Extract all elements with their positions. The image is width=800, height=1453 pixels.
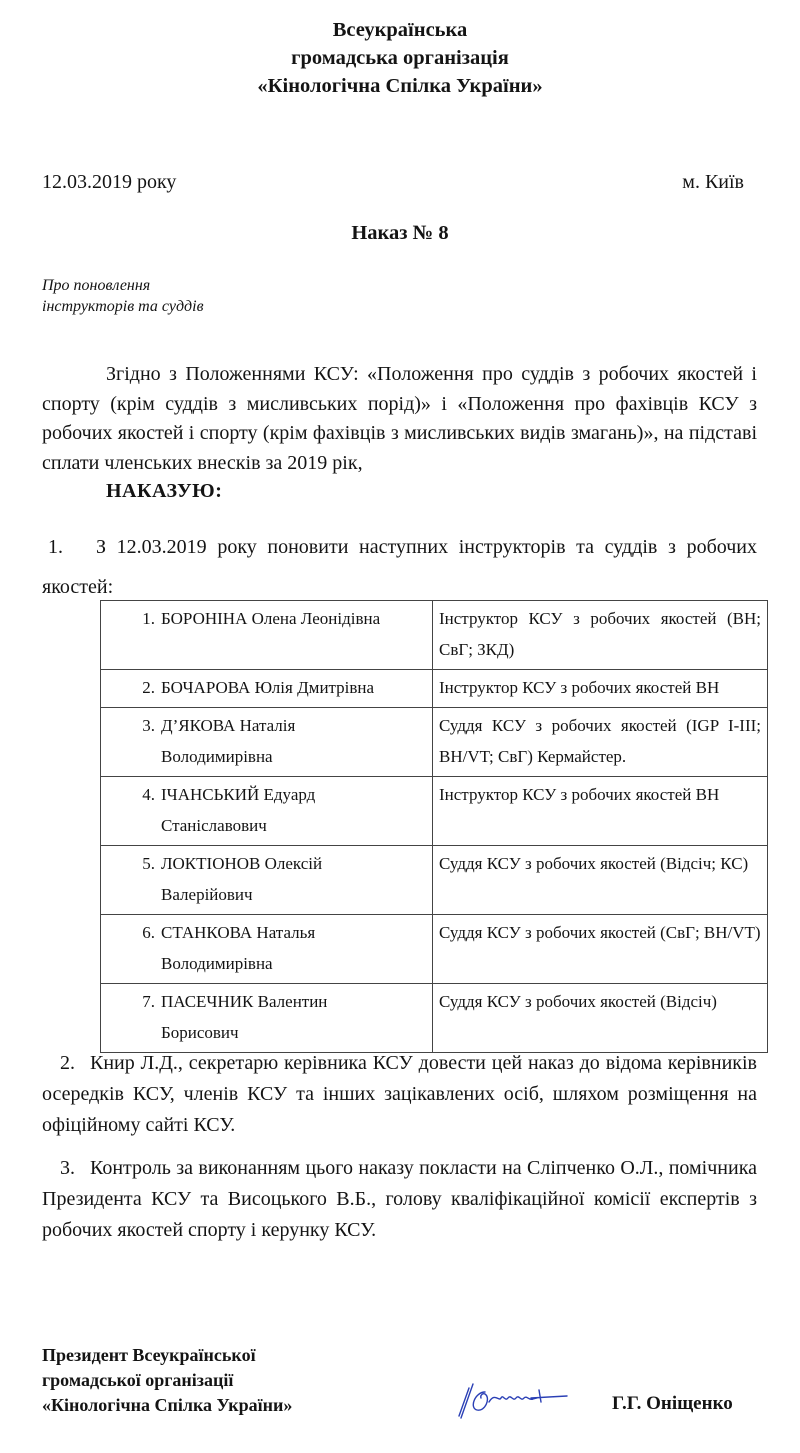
person-name-line: [131, 923, 315, 942]
person-given-name: Олексій: [264, 854, 323, 873]
signatory-name: Г.Г. Оніщенко: [612, 1393, 733, 1414]
person-given-name: Наталья: [256, 923, 316, 942]
person-given-name: Юлія Дмитрівна: [254, 678, 375, 697]
table-row: [101, 984, 768, 1053]
person-patronymic: Володимирівна: [161, 954, 273, 973]
person-patronymic: Станіславович: [161, 816, 267, 835]
table-row: [101, 601, 768, 670]
header-line: Всеукраїнська: [332, 19, 468, 41]
document-title: Наказ № 8: [351, 222, 449, 244]
person-name-line: [131, 785, 315, 804]
document-date: 12.03.2019 року: [42, 171, 177, 193]
table-row: [101, 777, 768, 846]
person-patronymic: Володимирівна: [161, 747, 273, 766]
role-cell: Суддя КСУ з робочих якостей (IGP I-III; BH/VT; СвГ) Кермайстер.: [433, 708, 768, 777]
item-number: 3.: [60, 1157, 75, 1179]
person-given-name: Едуард: [263, 785, 316, 804]
person-given-name: Олена Леонідівна: [251, 609, 381, 628]
person-name-line: [131, 992, 327, 1011]
person-surname: БОЧАРОВА: [161, 678, 251, 697]
row-number: 6.: [142, 923, 155, 942]
item-text: Книр Л.Д., секретарю керівника КСУ довести цей наказ до відома керівників осередків КСУ, членів КСУ та інших зацікавлених осіб, шляхом розміщення на офіційному сайті КСУ.: [42, 1052, 757, 1136]
person-cell: [101, 670, 433, 708]
role-cell: Інструктор КСУ з робочих якостей ВН: [433, 670, 768, 708]
organization-header: [0, 16, 800, 100]
order-heading: НАКАЗУЮ:: [106, 480, 223, 502]
person-given-name: Валентин: [257, 992, 328, 1011]
subject-line: інструкторів та суддів: [42, 298, 204, 315]
person-name-line: [131, 716, 295, 735]
person-surname: СТАНКОВА: [161, 923, 253, 942]
row-number: 5.: [142, 854, 155, 873]
person-surname: ІЧАНСЬКИЙ: [161, 785, 260, 804]
item-text: З 12.03.2019 року поновити наступних інструкторів та суддів з робочих якостей:: [42, 536, 757, 598]
person-cell: [101, 601, 433, 670]
person-cell: [101, 708, 433, 777]
person-name-line: [131, 678, 374, 697]
person-name-line: [131, 609, 380, 628]
signatory-title: [42, 1343, 292, 1418]
table-row: [101, 846, 768, 915]
table-row: [101, 915, 768, 984]
row-number: 1.: [142, 609, 155, 628]
person-cell: [101, 915, 433, 984]
document-city: м. Київ: [682, 171, 744, 193]
signatory-line: Президент Всеукраїнської: [42, 1345, 256, 1365]
order-item-2: [42, 1048, 757, 1141]
person-patronymic: Борисович: [161, 1023, 239, 1042]
person-surname: БОРОНІНА: [161, 609, 248, 628]
row-number: 3.: [142, 716, 155, 735]
reinstated-list-table: [100, 600, 768, 1053]
role-cell: Суддя КСУ з робочих якостей (Відсіч): [433, 984, 768, 1053]
person-cell: [101, 984, 433, 1053]
order-item-3: [42, 1153, 757, 1246]
person-surname: ПАСЕЧНИК: [161, 992, 254, 1011]
row-number: 7.: [142, 992, 155, 1011]
item-number: 2.: [60, 1052, 75, 1074]
person-surname: ЛОКТІОНОВ: [161, 854, 261, 873]
document-subject: [42, 275, 204, 317]
role-cell: Інструктор КСУ з робочих якостей ВН: [433, 777, 768, 846]
role-cell: Суддя КСУ з робочих якостей (СвГ; BH/VT): [433, 915, 768, 984]
header-line: громадська організація: [291, 47, 509, 69]
item-number: 1.: [48, 536, 63, 558]
row-number: 2.: [142, 678, 155, 697]
person-given-name: Наталія: [239, 716, 296, 735]
role-cell: Інструктор КСУ з робочих якостей (ВН; СвГ; ЗКД): [433, 601, 768, 670]
order-item-1: [42, 527, 757, 607]
table-row: [101, 708, 768, 777]
signatory-line: «Кінологічна Спілка України»: [42, 1395, 293, 1415]
person-cell: [101, 777, 433, 846]
item-text: Контроль за виконанням цього наказу покласти на Сліпченко О.Л., помічника Президента КСУ та Висоцького В.Б., голову кваліфікаційної комісії експертів з робочих якостей спорту і керунку КСУ.: [42, 1157, 757, 1241]
role-cell: Суддя КСУ з робочих якостей (Відсіч; КС): [433, 846, 768, 915]
handwritten-signature: [455, 1378, 580, 1420]
subject-line: Про поновлення: [42, 277, 151, 294]
person-surname: Д’ЯКОВА: [161, 716, 236, 735]
person-name-line: [131, 854, 322, 873]
row-number: 4.: [142, 785, 155, 804]
table-row: [101, 670, 768, 708]
header-line: «Кінологічна Спілка України»: [257, 75, 543, 97]
person-patronymic: Валерійович: [161, 885, 253, 904]
preamble-paragraph: Згідно з Положеннями КСУ: «Положення про суддів з робочих якостей і спорту (крім суддів з мисливських порід)» і «Положення про фахівців КСУ з робочих якостей і спорту (крім фахівців з мисливських видів змагань)», на підставі сплати членських внесків за 2019 рік,: [42, 363, 757, 474]
person-cell: [101, 846, 433, 915]
signatory-line: громадської організації: [42, 1370, 234, 1390]
